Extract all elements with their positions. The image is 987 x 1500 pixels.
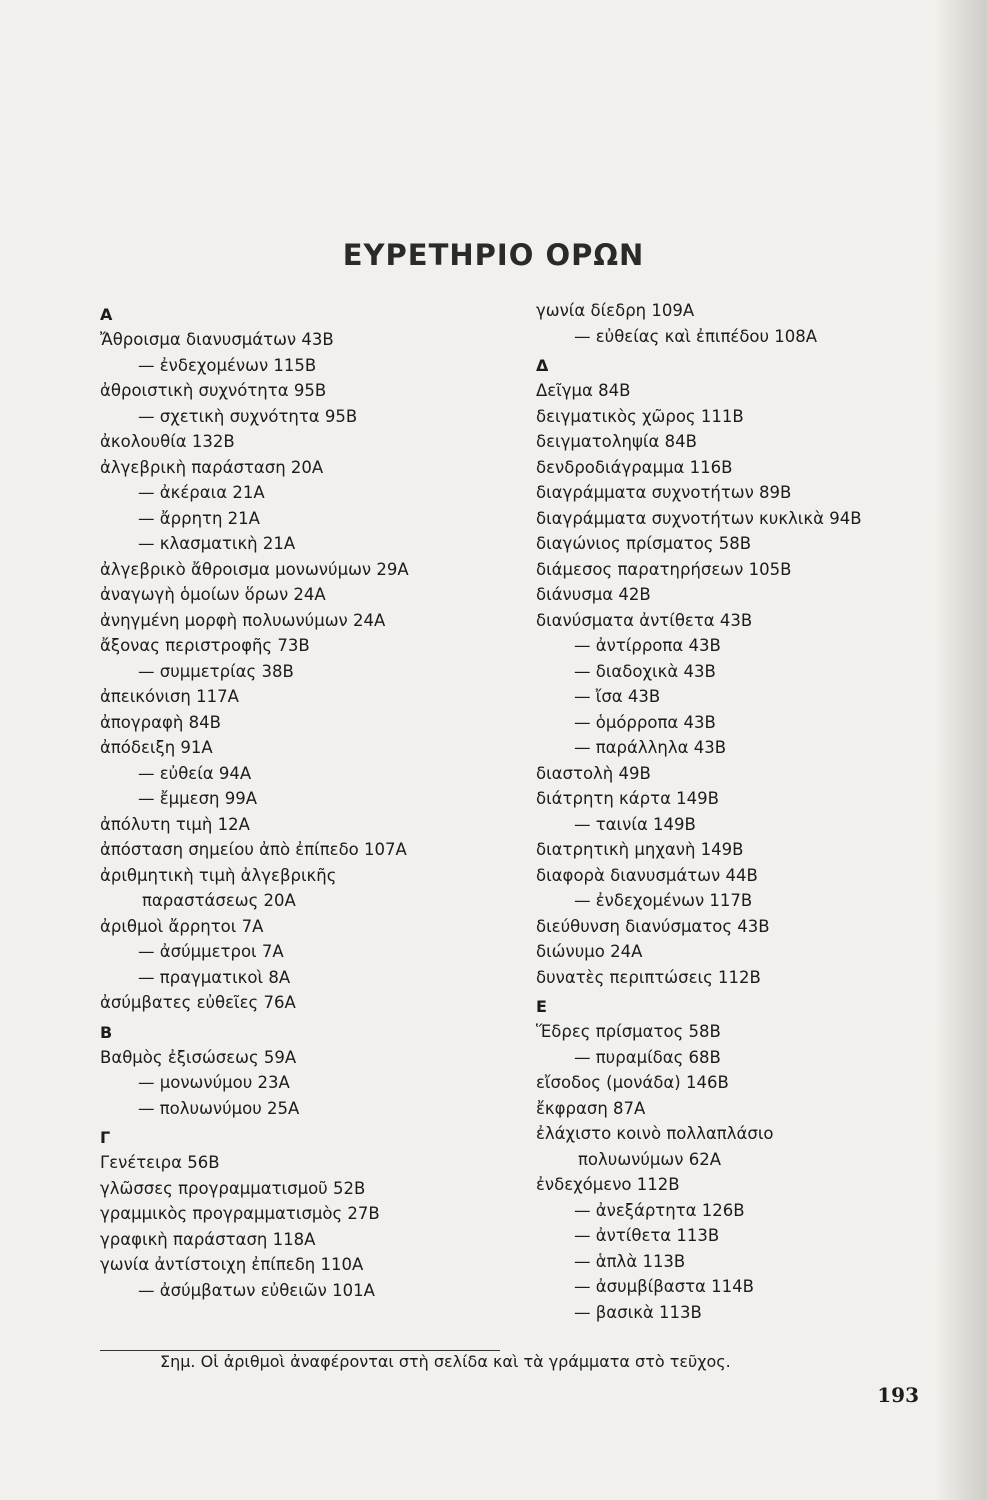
index-subentry: — εὐθεία 94Α — [138, 763, 252, 783]
section-letter: Γ — [100, 1128, 111, 1147]
index-subentry: — ἄρρητη 21Α — [138, 508, 260, 528]
index-subentry: — ἀνεξάρτητα 126Β — [574, 1200, 745, 1220]
index-entry: ἄξονας περιστροφῆς 73Β — [100, 636, 310, 655]
index-column-right — [536, 298, 956, 1325]
index-entry: διαγράμματα συχνοτήτων κυκλικὰ 94Β — [536, 508, 862, 528]
index-subentry: — μονωνύμου 23Α — [138, 1073, 290, 1092]
index-entry: ἀναγωγὴ ὁμοίων ὅρων 24Α — [100, 585, 326, 604]
index-entry: διάτρητη κάρτα 149Β — [536, 789, 719, 808]
index-subentry: — ἀσυμβίβαστα 114Β — [574, 1277, 754, 1296]
index-subentry: — ἀντίθετα 113Β — [574, 1226, 720, 1245]
index-subentry: — ἀκέραια 21Α — [138, 483, 265, 502]
page-number: 193 — [877, 1383, 919, 1407]
index-entry: δειγματικὸς χῶρος 111Β — [536, 406, 744, 426]
index-subentry: — πυραμίδας 68Β — [574, 1047, 721, 1067]
index-subentry: — σχετικὴ συχνότητα 95Β — [138, 406, 358, 426]
index-entry: δυνατὲς περιπτώσεις 112Β — [536, 967, 761, 987]
index-entry: παραστάσεως 20Α — [142, 891, 296, 910]
index-entry: διανύσματα ἀντίθετα 43Β — [536, 610, 753, 630]
index-subentry: — διαδοχικὰ 43Β — [574, 661, 716, 681]
section-letter: Δ — [536, 356, 549, 375]
index-entry: ἀπογραφὴ 84Β — [100, 712, 221, 732]
index-entry: ἀριθμητικὴ τιμὴ ἀλγεβρικῆς — [100, 865, 337, 885]
index-entry: εἴσοδος (μονάδα) 146Β — [536, 1073, 729, 1092]
index-entry: Γενέτειρα 56Β — [100, 1153, 220, 1172]
index-subentry: — ἀσύμμετροι 7Α — [138, 942, 284, 961]
index-subentry: — ἐνδεχομένων 115Β — [138, 355, 317, 375]
index-subentry: — παράλληλα 43Β — [574, 738, 727, 757]
index-entry: διατρητικὴ μηχανὴ 149Β — [536, 840, 744, 859]
index-entry: ἐλάχιστο κοινὸ πολλαπλάσιο — [536, 1124, 774, 1143]
index-subentry: — βασικὰ 113Β — [574, 1302, 702, 1322]
index-subentry: — ἀσύμβατων εὐθειῶν 101Α — [138, 1280, 375, 1300]
index-entry: διαγώνιος πρίσματος 58Β — [536, 534, 752, 553]
index-entry: διάμεσος παρατηρήσεων 105Β — [536, 559, 792, 579]
index-entry: ἀλγεβρικὴ παράσταση 20Α — [100, 457, 324, 477]
index-entry: Ἄθροισμα διανυσμάτων 43Β — [100, 330, 334, 349]
index-subentry: — εὐθείας καὶ ἐπιπέδου 108Α — [574, 326, 818, 346]
index-column-left — [100, 298, 520, 1303]
section-letter: Β — [100, 1022, 113, 1042]
index-entry: γωνία ἀντίστοιχη ἐπίπεδη 110Α — [100, 1255, 364, 1274]
index-entry: ἀπόλυτη τιμὴ 12Α — [100, 814, 250, 834]
index-entry: ἔκφραση 87Α — [536, 1098, 646, 1118]
index-subentry: — πολυωνύμου 25Α — [138, 1098, 300, 1118]
index-entry: Βαθμὸς ἐξισώσεως 59Α — [100, 1047, 297, 1067]
index-entry: ἀθροιστικὴ συχνότητα 95Β — [100, 381, 327, 400]
index-subentry: — ἁπλὰ 113Β — [574, 1251, 686, 1271]
index-subentry: — ἔμμεση 99Α — [138, 789, 258, 808]
index-entry: Δεῖγμα 84Β — [536, 381, 631, 400]
index-entry: ἀριθμοὶ ἄρρητοι 7Α — [100, 916, 264, 936]
footnote: Σημ. Οἱ ἀριθμοὶ ἀναφέρονται στὴ σελίδα καὶ τὰ γράμματα στὸ τεῦχος. — [160, 1352, 731, 1371]
index-entry: γραφικὴ παράσταση 118Α — [100, 1229, 316, 1249]
index-entry: ἐνδεχόμενο 112Β — [536, 1175, 680, 1194]
index-subentry: — ἀντίρροπα 43Β — [574, 636, 721, 655]
index-entry: γλῶσσες προγραμματισμοῦ 52Β — [100, 1178, 366, 1198]
index-entry: διώνυμο 24Α — [536, 942, 643, 961]
index-entry: ἀπεικόνιση 117Α — [100, 687, 239, 706]
index-entry: διαγράμματα συχνοτήτων 89Β — [536, 483, 792, 502]
index-subentry: — ταινία 149Β — [574, 814, 696, 834]
footnote-divider — [100, 1350, 500, 1351]
index-entry: ἀλγεβρικὸ ἄθροισμα μονωνύμων 29Α — [100, 559, 409, 579]
index-entry: δενδροδιάγραμμα 116Β — [536, 457, 733, 477]
index-entry: διεύθυνση διανύσματος 43Β — [536, 916, 770, 936]
index-entry: ἀκολουθία 132Β — [100, 432, 235, 451]
index-entry: διαφορὰ διανυσμάτων 44Β — [536, 865, 758, 885]
index-subentry: — πραγματικοὶ 8Α — [138, 967, 291, 987]
index-entry: ἀσύμβατες εὐθεῖες 76Α — [100, 993, 296, 1012]
index-entry: ἀνηγμένη μορφὴ πολυωνύμων 24Α — [100, 610, 386, 630]
index-entry: διάνυσμα 42Β — [536, 585, 651, 604]
index-entry: ἀπόσταση σημείου ἀπὸ ἐπίπεδο 107Α — [100, 840, 407, 859]
index-entry: πολυωνύμων 62Α — [578, 1149, 721, 1169]
section-letter: Ε — [536, 997, 547, 1016]
index-entry: ἀπόδειξη 91Α — [100, 738, 213, 757]
index-entry: δειγματοληψία 84Β — [536, 432, 697, 451]
section-letter: Α — [100, 305, 113, 324]
index-entry: γραμμικὸς προγραμματισμὸς 27Β — [100, 1204, 380, 1223]
index-subentry: — ἐνδεχομένων 117Β — [574, 891, 753, 910]
index-entry: διαστολὴ 49Β — [536, 763, 651, 783]
index-subentry: — ἴσα 43Β — [574, 687, 661, 706]
index-entry: Ἕδρες πρίσματος 58Β — [536, 1022, 721, 1041]
index-subentry: — συμμετρίας 38Β — [138, 661, 294, 681]
index-entry: γωνία δίεδρη 109Α — [536, 301, 695, 320]
index-subentry: — κλασματικὴ 21Α — [138, 534, 296, 553]
index-subentry: — ὁμόρροπα 43Β — [574, 712, 716, 732]
page-title: ΕΥΡΕΤΗΡΙΟ ΟΡΩΝ — [342, 238, 645, 272]
